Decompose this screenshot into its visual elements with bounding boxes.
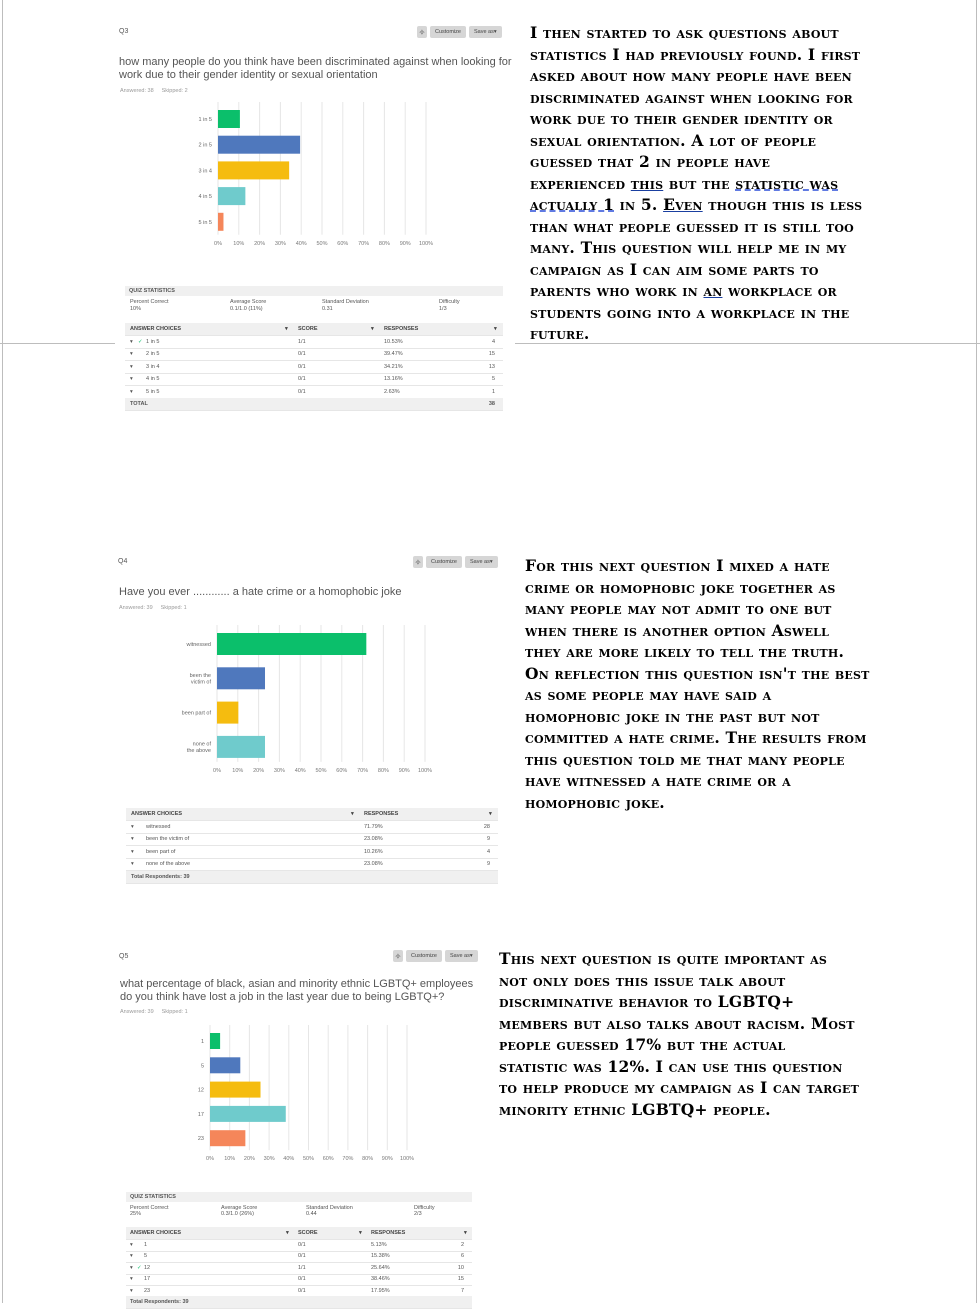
difficulty-value: 1/3 bbox=[439, 306, 447, 312]
bar[interactable] bbox=[218, 136, 300, 154]
x-tick-label: 60% bbox=[336, 767, 348, 774]
col-responses[interactable]: RESPONSES bbox=[364, 811, 399, 817]
std-dev-value: 0.31 bbox=[322, 306, 333, 312]
x-tick-label: 50% bbox=[315, 767, 327, 774]
table-row[interactable]: ▾ 4 in 5 0/1 13.16% 5 bbox=[125, 373, 503, 386]
bar[interactable] bbox=[210, 1057, 240, 1073]
customize-button[interactable]: Customize bbox=[406, 950, 442, 962]
pin-icon[interactable]: ✧ bbox=[394, 951, 402, 961]
answered-meta: Answered: 39 Skipped: 1 bbox=[119, 605, 187, 611]
q3-panel bbox=[115, 18, 515, 438]
x-tick-label: 10% bbox=[224, 1156, 236, 1163]
answered-meta: Answered: 39 Skipped: 1 bbox=[120, 1009, 188, 1015]
category-label: been the bbox=[189, 673, 211, 680]
category-label: 3 in 4 bbox=[198, 168, 212, 175]
category-label: 23 bbox=[197, 1136, 204, 1143]
x-tick-label: 40% bbox=[295, 240, 307, 247]
customize-button[interactable]: Customize bbox=[430, 26, 466, 38]
question-title: how many people do you think have been discriminated against when looking for work due to their gender identity or sexual orientation bbox=[119, 56, 512, 81]
x-tick-label: 20% bbox=[253, 767, 265, 774]
q5-bar-chart bbox=[113, 943, 483, 1173]
category-label: 1 bbox=[200, 1039, 204, 1045]
x-tick-label: 40% bbox=[294, 767, 306, 774]
category-label: 2 in 5 bbox=[198, 142, 212, 149]
std-dev-label: Standard Deviation bbox=[306, 1205, 353, 1211]
table-row[interactable]: ▾ 2 in 5 0/1 39.47% 15 bbox=[125, 348, 503, 361]
col-score[interactable]: SCORE bbox=[298, 1230, 318, 1236]
paragraph-q4: For this next question I mixed a hate crime or homophobic joke together as many people may not admit to one but when there is another option Aswell they are more likely to tell the truth. On reflection this question isn't the best as some people may have said a homophobic joke in the past but not committed a hate crime. The results from this question told me that many people have witnessed a hate crime or a homophobic joke. bbox=[525, 556, 870, 812]
category-label: 12 bbox=[197, 1087, 204, 1094]
question-title: what percentage of black, asian and minority ethnic LGBTQ+ employees do you think have lost a job in the last year due to being LGBTQ+? bbox=[120, 978, 474, 1003]
bar[interactable] bbox=[217, 736, 265, 758]
x-tick-label: 80% bbox=[378, 240, 390, 247]
table-total: Total Respondents: 39 bbox=[126, 1296, 472, 1309]
x-tick-label: 60% bbox=[337, 240, 349, 247]
q4-bar-chart bbox=[113, 548, 513, 788]
question-number: Q5 bbox=[119, 953, 129, 960]
x-tick-label: 30% bbox=[273, 767, 285, 774]
table-header: ANSWER CHOICES ▾ SCORE ▾ RESPONSES ▾ bbox=[125, 323, 503, 336]
x-tick-label: 0% bbox=[213, 767, 221, 774]
q5-answer-table bbox=[126, 1227, 472, 1303]
pin-icon[interactable]: ✧ bbox=[414, 557, 422, 567]
table-row[interactable]: ▾ 23 0/1 17.95% 7 bbox=[126, 1285, 472, 1298]
table-total: TOTAL 38 bbox=[125, 398, 503, 411]
q4-answer-table bbox=[126, 808, 498, 882]
table-row[interactable]: ▾ 17 0/1 38.46% 15 bbox=[126, 1273, 472, 1286]
x-tick-label: 80% bbox=[377, 767, 389, 774]
x-tick-label: 50% bbox=[302, 1156, 315, 1163]
col-answer-choices[interactable]: ANSWER CHOICES bbox=[131, 811, 183, 817]
difficulty-value: 2/3 bbox=[414, 1211, 422, 1217]
x-tick-label: 90% bbox=[398, 767, 410, 774]
category-label: 4 in 5 bbox=[198, 194, 212, 201]
category-label: none of bbox=[192, 741, 211, 748]
bar[interactable] bbox=[218, 110, 240, 128]
percent-correct-value: 10% bbox=[130, 306, 142, 312]
x-tick-label: 20% bbox=[254, 240, 266, 247]
table-row[interactable]: ▾ been part of 10.26% 4 bbox=[126, 846, 498, 859]
category-label: witnessed bbox=[186, 642, 211, 648]
x-tick-label: 70% bbox=[358, 240, 370, 247]
table-header: ANSWER CHOICES ▾ RESPONSES ▾ bbox=[126, 808, 498, 821]
average-score-label: Average Score bbox=[230, 299, 267, 305]
x-tick-label: 10% bbox=[233, 240, 245, 247]
average-score-label: Average Score bbox=[221, 1205, 258, 1211]
table-row[interactable]: ▾ 1 0/1 5.13% 2 bbox=[126, 1239, 472, 1252]
q4-panel bbox=[113, 548, 513, 900]
difficulty-label: Difficulty bbox=[439, 299, 460, 305]
x-tick-label: 100% bbox=[418, 240, 434, 247]
quiz-statistics bbox=[126, 1192, 472, 1222]
save-as-button[interactable]: Save as▾ bbox=[465, 556, 498, 568]
save-as-button[interactable]: Save as▾ bbox=[445, 950, 478, 962]
question-number: Q4 bbox=[118, 558, 128, 565]
table-total: Total Respondents: 39 bbox=[126, 871, 498, 884]
category-label: victim of bbox=[190, 679, 211, 686]
x-tick-label: 60% bbox=[322, 1156, 334, 1163]
paragraph-q3: I then started to ask questions about statistics I had previously found. I first asked about how many people have been discriminated against when looking for work due to their gender identity or sexual orientation. A lot of people guessed that 2 in people have experienced this but the statistic was actually 1 in 5. Even though this is less than what people guessed it is still too many. This question will help me in my campaign as I can aim some parts to parents who work in an workplace or students going into a workplace in the future. bbox=[530, 23, 863, 343]
x-tick-label: 70% bbox=[342, 1156, 354, 1163]
save-as-button[interactable]: Save as▾ bbox=[469, 26, 502, 38]
page-border-right bbox=[976, 0, 977, 1303]
x-tick-label: 20% bbox=[243, 1156, 255, 1163]
q5-panel bbox=[113, 943, 483, 1303]
difficulty-label: Difficulty bbox=[414, 1205, 435, 1211]
answered-meta: Answered: 38 Skipped: 2 bbox=[120, 88, 188, 94]
x-tick-label: 0% bbox=[214, 240, 222, 247]
table-row[interactable]: ▾ ✓ 1 in 5 1/1 10.53% 4 bbox=[125, 336, 503, 349]
stats-header: QUIZ STATISTICS bbox=[125, 286, 503, 296]
customize-button[interactable]: Customize bbox=[426, 556, 462, 568]
col-answer-choices[interactable]: ANSWER CHOICES bbox=[130, 326, 182, 332]
table-header: ANSWER CHOICES ▾ SCORE ▾ RESPONSES ▾ bbox=[126, 1227, 472, 1240]
category-label: 5 bbox=[200, 1063, 204, 1070]
table-row[interactable]: ▾ 5 0/1 15.38% 6 bbox=[126, 1250, 472, 1263]
table-row[interactable]: ▾ none of the above 23.08% 9 bbox=[126, 858, 498, 871]
std-dev-label: Standard Deviation bbox=[322, 299, 369, 305]
percent-correct-label: Percent Correct bbox=[130, 1205, 169, 1211]
bar[interactable] bbox=[218, 187, 245, 205]
bar[interactable] bbox=[217, 633, 366, 655]
question-number: Q3 bbox=[119, 28, 129, 35]
page-border-left bbox=[2, 0, 3, 1303]
x-tick-label: 80% bbox=[362, 1156, 374, 1163]
col-responses[interactable]: RESPONSES bbox=[384, 326, 419, 332]
category-label: 17 bbox=[197, 1111, 204, 1118]
paragraph-q5: This next question is quite important as not only does this issue talk about discriminative behavior to LGBTQ+ members but also talks about racism. Most people guessed 17% but the actual statistic was 12%. I can use this question to help produce my campaign as I can target minority ethnic LGBTQ+ people. bbox=[499, 949, 859, 1119]
bar[interactable] bbox=[217, 702, 238, 724]
table-row[interactable]: ▾ been the victim of 23.08% 9 bbox=[126, 833, 498, 846]
percent-correct-label: Percent Correct bbox=[130, 299, 169, 305]
question-title: Have you ever ............ a hate crime or a homophobic joke bbox=[119, 586, 402, 598]
x-tick-label: 30% bbox=[274, 240, 286, 247]
table-row[interactable]: ▾ witnessed 71.79% 28 bbox=[126, 821, 498, 834]
x-tick-label: 90% bbox=[399, 240, 411, 247]
category-label: been part of bbox=[181, 710, 211, 717]
bar[interactable] bbox=[218, 213, 223, 231]
bar[interactable] bbox=[210, 1033, 220, 1049]
average-score-value: 0.3/1.0 (26%) bbox=[221, 1211, 255, 1217]
table-row[interactable]: ▾ 5 in 5 0/1 2.63% 1 bbox=[125, 386, 503, 399]
pin-icon[interactable]: ✧ bbox=[418, 27, 426, 37]
bar[interactable] bbox=[210, 1082, 261, 1098]
category-label: 5 in 5 bbox=[198, 219, 212, 226]
average-score-value: 0.1/1.0 (11%) bbox=[230, 306, 263, 312]
table-row[interactable]: ▾ ✓ 12 1/1 25.64% 10 bbox=[126, 1262, 472, 1275]
x-tick-label: 40% bbox=[283, 1156, 295, 1163]
bar[interactable] bbox=[210, 1130, 245, 1146]
std-dev-value: 0.44 bbox=[306, 1211, 317, 1217]
q3-answer-table bbox=[125, 323, 503, 411]
table-row[interactable]: ▾ 3 in 4 0/1 34.21% 13 bbox=[125, 361, 503, 374]
quiz-statistics bbox=[125, 286, 503, 316]
bar[interactable] bbox=[217, 667, 265, 689]
x-tick-label: 30% bbox=[263, 1156, 275, 1163]
col-answer-choices[interactable]: ANSWER CHOICES bbox=[130, 1230, 182, 1236]
category-label: 1 in 5 bbox=[198, 117, 212, 123]
col-responses[interactable]: RESPONSES bbox=[371, 1230, 406, 1236]
x-tick-label: 100% bbox=[417, 767, 433, 774]
x-tick-label: 100% bbox=[399, 1156, 415, 1163]
x-tick-label: 10% bbox=[232, 767, 244, 774]
x-tick-label: 70% bbox=[357, 767, 369, 774]
bar[interactable] bbox=[210, 1106, 286, 1122]
q3-bar-chart bbox=[115, 18, 515, 258]
x-tick-label: 90% bbox=[381, 1156, 393, 1163]
x-tick-label: 50% bbox=[316, 240, 328, 247]
percent-correct-value: 25% bbox=[130, 1211, 142, 1217]
x-tick-label: 0% bbox=[206, 1156, 214, 1163]
stats-header: QUIZ STATISTICS bbox=[126, 1192, 472, 1202]
category-label: the above bbox=[186, 748, 211, 755]
col-score[interactable]: SCORE bbox=[298, 326, 318, 332]
bar[interactable] bbox=[218, 161, 289, 179]
